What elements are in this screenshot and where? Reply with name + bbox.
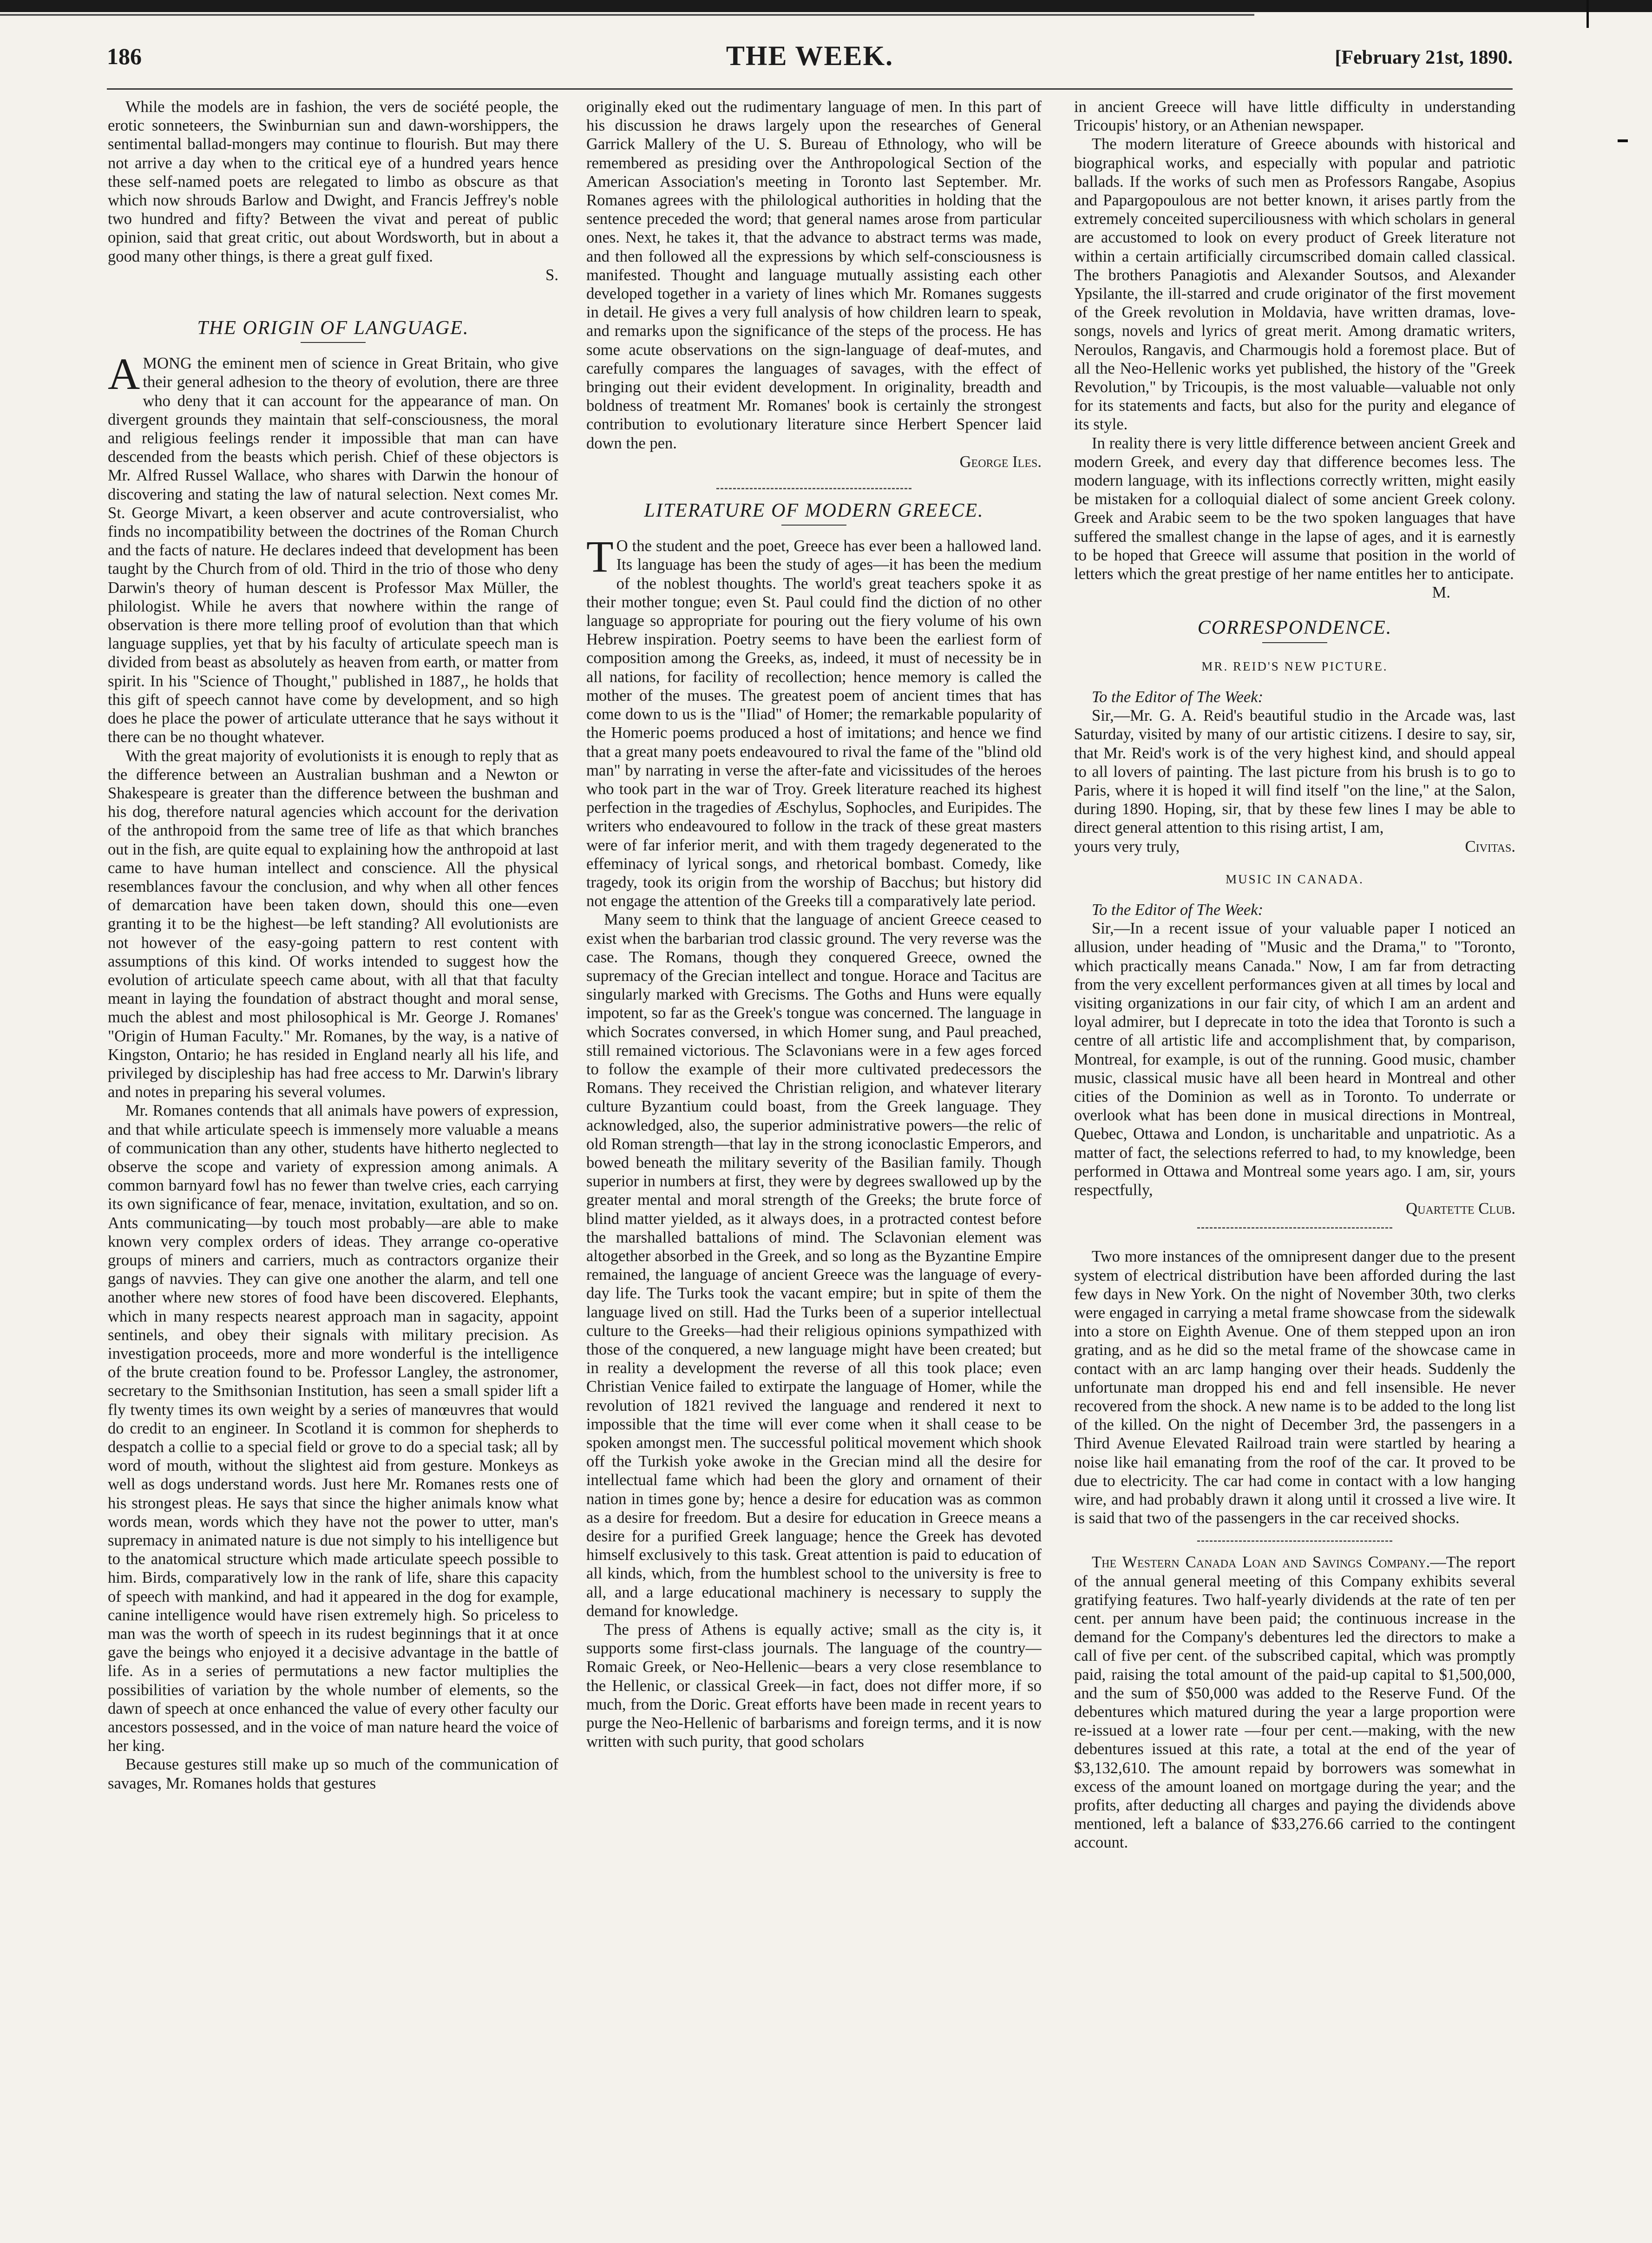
origin-paragraph-1: [108, 349, 558, 746]
page-header: [107, 40, 1513, 94]
greece-paragraph-1-text: O the student and the poet, Greece has ever been a hallowed land. Its language has been the study of ages—it has been the medium of the noblest thoughts. The world's great teachers spoke it as their mother tongue; even St. Paul could find the diction of no other language so appropriate for pouring out the fiery volume of his own Hebrew inspiration. Poetry seems to have been the earliest form of composition among the Greeks, as, indeed, it must of necessity be in all nations, for facility of recollection; hence memory is called the mother of the muses. The greatest poem of ancient times that has come down to us is the "Iliad" of Homer; the remarkable popularity of the Homeric poems produced a host of imitations; and hence we find that a great many poets endeavoured to rival the fame of the "blind old man" by narrating in verse the after-fate and vicissitudes of the heroes who took part in the war of Troy. Greek literature reached its highest perfection in the tragedies of Æschylus, Sophocles, and Euripides. The writers who endeavoured to follow in the track of these great masters were of far inferior merit, and with them tragedy degenerated to the effeminacy of lyrical songs, and rhetorical bombast. Comedy, like tragedy, took its origin from the worship of Bacchus; but history did not engage the attention of the Greeks till a comparatively late period.: [586, 537, 1042, 910]
drop-cap-a: A: [108, 349, 140, 399]
greece-paragraph-2: Many seem to think that the language of ancient Greece ceased to exist when the barbarian trod classic ground. The very reverse was the case. The Romans, though they conquered Greece, owned the supremacy of the Grecian intellect and tongue. Horace and Tacitus are singularly marked with Grecisms. The Goths and Huns were equally impotent, so far as the Greek's tongue was concerned. The language in which Socrates conversed, in which Homer sung, and Paul preached, still remained victorious. The Sclavonians were in a few ages forced to follow the example of their more cultivated predecessors the Romans. They received the Christian religion, and whatever literary culture Byzantium could boast, from the Greek language. They acknowledged, also, the superior administrative powers—the relic of old Roman strength—that lay in the strong iconoclastic Emperors, and bowed beneath the military severity of the Basilian family. Though superior in numbers at first, they were by degrees swallowed up by the greater mental and moral strength of the Greeks; the brute force of blind matter yielded, as it always does, in a protracted contest before the marshalled battalions of mind. The Sclavonian element was altogether absorbed in the Greek, and so long as the Byzantine Empire remained, the language of ancient Greece was the language of every-day life. The Turks took the vacant empire; but in spite of them the language lived on still. Had the Turks been of a superior intellectual culture to the Greeks—had their religious opinions sympathized with those of the conquered, a new language might have been created; but in reality a development the reverse of all this took place; even Christian Venice failed to extirpate the language of Homer, while the revolution of 1821 revived the language and rendered it next to impossible that the time will ever come when it shall cease to be spoken amongst men. The successful political movement which shook off the Turkish yoke awoke in the Grecian mind all the desire for intellectual fame which had been the glory and ornament of their nation in times gone by; hence a desire for education was as common as a desire for freedom. But a desire for education in Greece means a desire for a purified Greek language; hence the Greek has devoted himself exclusively to this task. Great attention is paid to education of all kinds, which, from the humblest school to the university is free to all, and a large educational machinery is necessary to supply the demand for knowledge.: [586, 911, 1042, 1620]
masthead-title: THE WEEK.: [726, 40, 894, 71]
column-3: [1074, 98, 1515, 2203]
top-border-rule-thin: [0, 14, 1254, 16]
greece-paragraph-6: In reality there is very little difference between ancient Greek and modern Greek, and every day that difference becomes less. The modern language, with its inflections correctly written, might easily be mistaken for a colloquial dialect of some ancient Greek colony. Greek and Arabic seem to be the two spoken languages that have suffered the smallest change in the lapse of ages, and it is earnestly to be hoped that Greece will assume that position in the world of letters which the great prestige of her name entitles her to anticipate.: [1074, 434, 1515, 583]
reid-subheading: MR. REID'S NEW PICTURE.: [1201, 659, 1388, 673]
top-border-rule: [0, 0, 1652, 12]
intro-signature: S.: [545, 266, 558, 284]
greece-paragraph-1: [586, 532, 1042, 910]
reid-signature: Civitas.: [1465, 837, 1515, 855]
greece-paragraph-5: The modern literature of Greece abounds with historical and biographical works, and especially with popular and patriotic ballads. If the works of such men as Professors Rangabe, Asopius and Papargopoulous are not better known, it arises partly from the extremely conceited superciliousness with which scholars in general are accustomed to look on every product of Greek literature not within a certain artificially circumscribed domain called classical. The brothers Panagiotis and Alexander Soutsos, and Alexander Ypsilante, the ill-starred and crude originator of the first movement of the Greek revolution in Moldavia, have written dramas, love-songs, novels and lyrics of great merit. Among dramatic writers, Neroulos, Rangavis, and Charmougis hold a foremost place. But of all the Neo-Hellenic works yet published, the history of the "Greek Revolution," by Tricoupis, is the most valuable—valuable not only for its statements and facts, but also for the purity and elegance of its style.: [1074, 135, 1515, 434]
origin-paragraph-4: Because gestures still make up so much of the communication of savages, Mr. Romanes holds that gestures: [108, 1756, 558, 1792]
title-rule: [301, 342, 366, 343]
intro-paragraph: While the models are in fashion, the vers de société people, the erotic sonneteers, the Swinburnian sun and dawn-worshippers, the sentimental ballad-mongers may continue to flourish. But may there not arrive a day when to the critical eye of a hundred years hence these self-named poets are relegated to limbo as obscure as that which now shrouds Barlow and Dwight, and Francis Jeffrey's noble two hundred and fifty? Between the vivat and pereat of public opinion, said that great critic, out about Wordsworth, but in about a good many other things, is there a great gulf fixed.: [108, 98, 558, 265]
loan-company-heading: The Western Canada Loan and Savings Company.: [1092, 1553, 1430, 1572]
drop-cap-t: T: [586, 532, 614, 582]
title-rule: [781, 525, 846, 526]
column-1: [108, 98, 558, 2203]
loan-company-text: —The report of the annual general meeting of this Company exhibits several gratifying features. Two half-yearly dividends at the rate of ten per cent. per annum have been paid; the continuous increase in the demand for the Company's debentures led the directors to make a call of five per cent. of the subscribed capital, which was promptly paid, raising the total amount of the paid-up capital to $1,500,000, and the sum of $50,000 was added to the Reserve Fund. Of the debentures which matured during the year a large proportion were re-issued at a lower rate —four per cent.—making, with the new debentures issued at this rate, a total at the end of the year of $3,132,610. The amount repaid by borrowers was somewhat in excess of the amount loaned on mortgage during the year; and the profits, after deducting all charges and paying the dividends above mentioned, left a balance of $33,276.66 carried to the contingent account.: [1074, 1553, 1515, 1852]
music-subheading: MUSIC IN CANADA.: [1226, 872, 1364, 886]
crop-mark-top-right: [1586, 0, 1589, 28]
music-salutation: To the Editor of The Week:: [1092, 901, 1264, 919]
origin-paragraph-1-text: MONG the eminent men of science in Great Britain, who give their general adhesion to the theory of evolution, there are three who deny that it can account for the appearance of man. On divergent grounds they maintain that self-consciousness, the moral and religious feelings render it impossible that man can have descended from the beasts which perish. Chief of these objectors is Mr. Alfred Russel Wallace, who shares with Darwin the honour of discovering and stating the law of natural selection. Next comes Mr. St. George Mivart, a keen observer and acute controversialist, who finds no incompatibility between the doctrines of the Roman Church and the facts of nature. He declares indeed that development has been taught by the Church from of old. Third in the trio of those who deny Darwin's theory of human descent is Professor Max Müller, the philologist. While he avers that nowhere within the range of observation is there more telling proof of evolution than that which language supplies, yet that by his faculty of articulate speech man is divided from beast as absolutely as heaven from earth, or matter from spirit. In his "Science of Thought," published in 1887,, he holds that this gift of speech cannot have come by development, and so high does he place the power of articulate utterance that he says without it there can be no thought whatever.: [108, 355, 558, 746]
greece-signature: M.: [1432, 584, 1450, 602]
issue-date: [February 21st, 1890.: [1335, 47, 1513, 68]
reid-letter: Sir,—Mr. G. A. Reid's beautiful studio in the Arcade was, last Saturday, visited by many of our artistic citizens. I desire to say, sir, that Mr. Reid's work is of the very highest kind, and should appeal to all lovers of painting. The last picture from his brush is to go to Paris, where it is hoped it will find itself "on the line," at the Salon, during 1890. Hoping, sir, that by these few lines I may be able to direct general attention to this rising artist, I am,: [1074, 707, 1515, 837]
music-letter: Sir,—In a recent issue of your valuable paper I noticed an allusion, under heading of "Music and the Drama," to "Toronto, which practically means Canada." Now, I am far from detracting from the very excellent performances given at all times by local and visiting organizations in our fair city, of which I am an ardent and loyal admirer, but I deprecate in toto the idea that Toronto is such a centre of all artistic life and accomplishment that, by comparison, Montreal, for example, is out of the running. Good music, chamber music, classical music have all been heard in Montreal and other cities of the Dominion as well as in Toronto. To underrate or overlook what has been done in musical directions in Montreal, Quebec, Ottawa and London, is uncharitable and unpatriotic. As a matter of fact, the selections referred to had, to my knowledge, been performed in Ottawa and Montreal some years ago. I am, sir, yours respectfully,: [1074, 920, 1515, 1199]
greece-paragraph-4: in ancient Greece will have little difficulty in understanding Tricoupis' history, or an Athenian newspaper.: [1074, 98, 1515, 135]
loan-company-paragraph: [1074, 1553, 1515, 1852]
origin-paragraph-3: Mr. Romanes contends that all animals have powers of expression, and that while articulate speech is immensely more valuable a means of communication than any other, students have hitherto neglected to observe the scope and variety of expression among animals. A common barnyard fowl has no fewer than twelve cries, each carrying its own significance of fear, menace, invitation, exultation, and so on. Ants communicating—by touch most probably—are able to make known very complex orders of ideas. They arrange co-operative groups of miners and carriers, much as contractors organize their gangs of navvies. They can give one another the alarm, and tell one another where new stores of food have been discovered. Elephants, which in many respects nearest approach man in sagacity, appoint sentinels, and obey their signals with military precision. As investigation proceeds, more and more wonderful is the intelligence of the brute creation found to be. Professor Langley, the astronomer, secretary to the Smithsonian Institution, has seen a small spider lift a fly twenty times its own weight by a series of manœuvres that would do credit to an engineer. In Scotland it is common for shepherds to despatch a collie to a special field or grove to do a special task; all by word of mouth, without the slightest aid from gesture. Monkeys as well as dogs understand words. Just here Mr. Romanes rests one of his strongest pleas. He says that since the higher animals know what words mean, words which they have not the power to utter, man's supremacy in animated nature is due not simply to his intelligence but to the anatomical structure which made articulate speech possible to him. Birds, comparatively low in the rank of life, share this capacity of speech with mankind, and had it appeared in the dog for example, canine intelligence would have risen extremely high. So priceless to man was the worth of speech in its rudest beginnings that it at once gave the beings who enjoyed it a decisive advantage in the battle of life. As in a series of permutations a new factor multiplies the possibilities of variation by the whole number of elements, so the dawn of speech at once enhanced the value of every other faculty our ancestors possessed, and in the voice of man nature heard the voice of her king.: [108, 1102, 558, 1755]
origin-paragraph-5: originally eked out the rudimentary language of men. In this part of his discussion he draws largely upon the researches of General Garrick Mallery of the U. S. Bureau of Ethnology, who will be remembered as presiding over the Anthropological Section of the American Association's meeting in Toronto last September. Mr. Romanes agrees with the philological authorities in holding that the sentence preceded the word; that general names arose from particular ones. Next, he takes it, that the advance to abstract terms was made, and then followed all the expressions by which self-consciousness is manifested. Thought and language mutually assisting each other developed together in a variety of lines which Mr. Romanes suggests in detail. He gives a very full analysis of how children learn to speak, and remarks upon the significance of the steps of the process. He has some acute observations on the sign-language of deaf-mutes, and carefully compares the languages of savages, with the effect of bringing out their evident development. In originality, breadth and boldness of treatment Mr. Romanes' book is certainly the strongest contribution to evolutionary literature since Herbert Spencer laid down the pen.: [586, 98, 1042, 452]
header-rule: [107, 88, 1513, 90]
music-signature: Quartette Club.: [1406, 1200, 1515, 1218]
title-rule: [1262, 642, 1327, 643]
column-2: [586, 98, 1042, 2203]
origin-signature: George Iles.: [959, 453, 1042, 471]
correspondence-title: CORRESPONDENCE.: [1197, 617, 1392, 639]
electric-danger-paragraph: Two more instances of the omnipresent danger due to the present system of electrical distribution have been afforded during the last few days in New York. On the night of November 30th, two clerks were engaged in carrying a metal frame showcase from the sidewalk into a store on Eighth Avenue. One of them stepped upon an iron grating, and as he did so the metal frame of the showcase came in contact with an arc lamp hanging over their heads. Suddenly the unfortunate man dropped his end and fell insensible. He never recovered from the shock. A new name is to be added to the long list of the killed. On the night of December 3rd, the passengers in a Third Avenue Elevated Railroad train were startled by hearing a noise like hail emanating from the roof of the car. It proved to be due to electricity. The car had come in contact with a low hanging wire, and had probably drawn it along until it crossed a live wire. It is said that two of the passengers in the car received shocks.: [1074, 1248, 1515, 1527]
page-number: 186: [107, 43, 142, 69]
origin-of-language-title: THE ORIGIN OF LANGUAGE.: [197, 317, 469, 339]
reid-salutation: To the Editor of The Week:: [1092, 688, 1264, 706]
literature-modern-greece-title: LITERATURE OF MODERN GREECE.: [644, 500, 984, 522]
greece-paragraph-3: The press of Athens is equally active; small as the city is, it supports some first-class journals. The language of the country—Romaic Greek, or Neo-Hellenic—bears a very close resemblance to the Hellenic, or classical Greek—in fact, does not differ more, if so much, from the Doric. Great efforts have been made in recent years to purge the Neo-Hellenic of barbarisms and foreign terms, and it is now written with such purity, that good scholars: [586, 1621, 1042, 1751]
origin-paragraph-2: With the great majority of evolutionists it is enough to reply that as the difference between an Australian bushman and a Newton or Shakespeare is greater than the difference between the bushman and his dog, therefore natural agencies which account for the derivation of the anthropoid from the same tree of life as that which branches out in the fish, are quite equal to explaining how the anthropoid at last came to have human intellect and conscience. All the physical resemblances favour the conclusion, and why when all other fences of demarcation have been taken down, should this one—even granting it to be the highest—be left standing? All evolutionists are not however of the easy-going pattern to rest content with assumptions of this kind. Of works intended to suggest how the evolution of articulate speech came about, with all that that faculty meant in laying the foundation of abstract thought and moral sense, much the ablest and most philosophical is Mr. George J. Romanes' "Origin of Human Faculty." Mr. Romanes, by the way, is a native of Kingston, Ontario; he has resided in England nearly all his life, and privileged by discipleship has had free access to Mr. Darwin's library and notes in preparing his several volumes.: [108, 747, 558, 1101]
reid-close-text: yours very truly,: [1074, 837, 1180, 855]
crop-mark-right-tick: [1618, 139, 1628, 142]
